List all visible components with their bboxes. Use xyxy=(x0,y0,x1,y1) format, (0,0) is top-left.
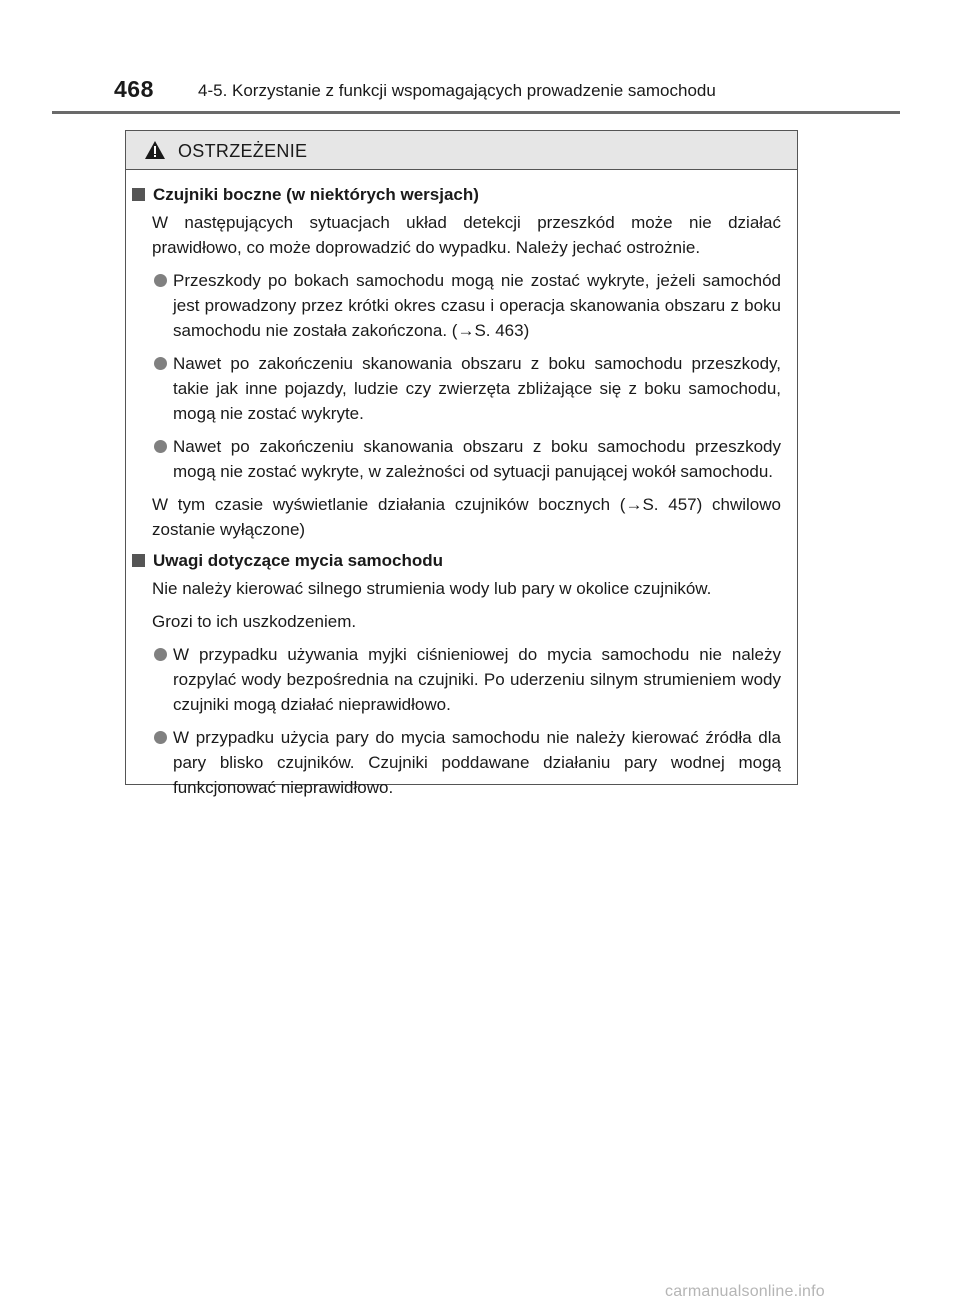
round-bullet-icon xyxy=(154,274,167,287)
page-header xyxy=(52,76,900,114)
list-item xyxy=(126,642,781,717)
square-bullet-icon xyxy=(132,554,145,567)
list-item xyxy=(126,434,781,484)
section-heading-side-sensors xyxy=(126,182,781,207)
header-divider xyxy=(52,111,900,114)
section-heading-text: Czujniki boczne (w niektórych wersjach) xyxy=(153,185,479,204)
round-bullet-icon xyxy=(154,440,167,453)
list-item xyxy=(126,268,781,343)
section-intro: Nie należy kierować silnego strumienia wody lub pary w okolice czujników. xyxy=(152,579,712,598)
page-number: 468 xyxy=(114,76,154,102)
section-title: 4-5. Korzystanie z funkcji wspomagających prowadzenie samochodu xyxy=(198,81,716,100)
list-item-text: Nawet po zakończeniu skanowania obszaru z boku samochodu przeszkody, takie jak inne pojazdy, ludzie czy zwierzęta zbliżające się z boku samochodu, mogą nie zostać wykryte. xyxy=(173,354,781,423)
list-item-text: Przeszkody po bokach samochodu mogą nie zostać wykryte, jeżeli samochód jest prowadzony przez krótki okres czasu i operacja skanowania obszaru z boku samochodu nie została zakończona. (→S. 463) xyxy=(173,271,781,340)
warning-box xyxy=(125,130,798,797)
warning-triangle-icon xyxy=(144,140,166,160)
square-bullet-icon xyxy=(132,188,145,201)
list-item-text: W przypadku używania myjki ciśnieniowej do mycia samochodu nie należy rozpylać wody bezpośrednia na czujniki. Po uderzeniu silnym strumieniem wody czujniki mogą działać nieprawidłowo. xyxy=(173,645,781,714)
section-heading-text: Uwagi dotyczące mycia samochodu xyxy=(153,551,444,570)
section-outro: W tym czasie wyświetlanie działania czujników bocznych (→S. 457) chwilowo zostanie wyłączone) xyxy=(152,495,781,539)
section-intro: W następujących sytuacjach układ detekcji przeszkód może nie działać prawidłowo, co może doprowadzić do wypadku. Należy jechać ostrożnie. xyxy=(152,213,781,257)
section-intro: Grozi to ich uszkodzeniem. xyxy=(152,612,357,631)
round-bullet-icon xyxy=(154,648,167,661)
list-item-text: W przypadku użycia pary do mycia samochodu nie należy kierować źródła dla pary blisko czujników. Czujniki poddawane działaniu pary wodnej mogą funkcjonować nieprawidłowo. xyxy=(173,728,781,797)
list-item xyxy=(126,725,781,800)
watermark: carmanualsonline.info xyxy=(665,1283,825,1300)
warning-title: OSTRZEŻENIE xyxy=(178,141,308,161)
section-heading-washing xyxy=(126,548,781,573)
warning-header xyxy=(126,131,797,170)
list-item xyxy=(126,351,781,426)
warning-body xyxy=(126,170,797,800)
list-item-text: Nawet po zakończeniu skanowania obszaru z boku samochodu przeszkody mogą nie zostać wykryte, w zależności od sytuacji panującej wokół samochodu. xyxy=(173,437,781,481)
round-bullet-icon xyxy=(154,357,167,370)
round-bullet-icon xyxy=(154,731,167,744)
